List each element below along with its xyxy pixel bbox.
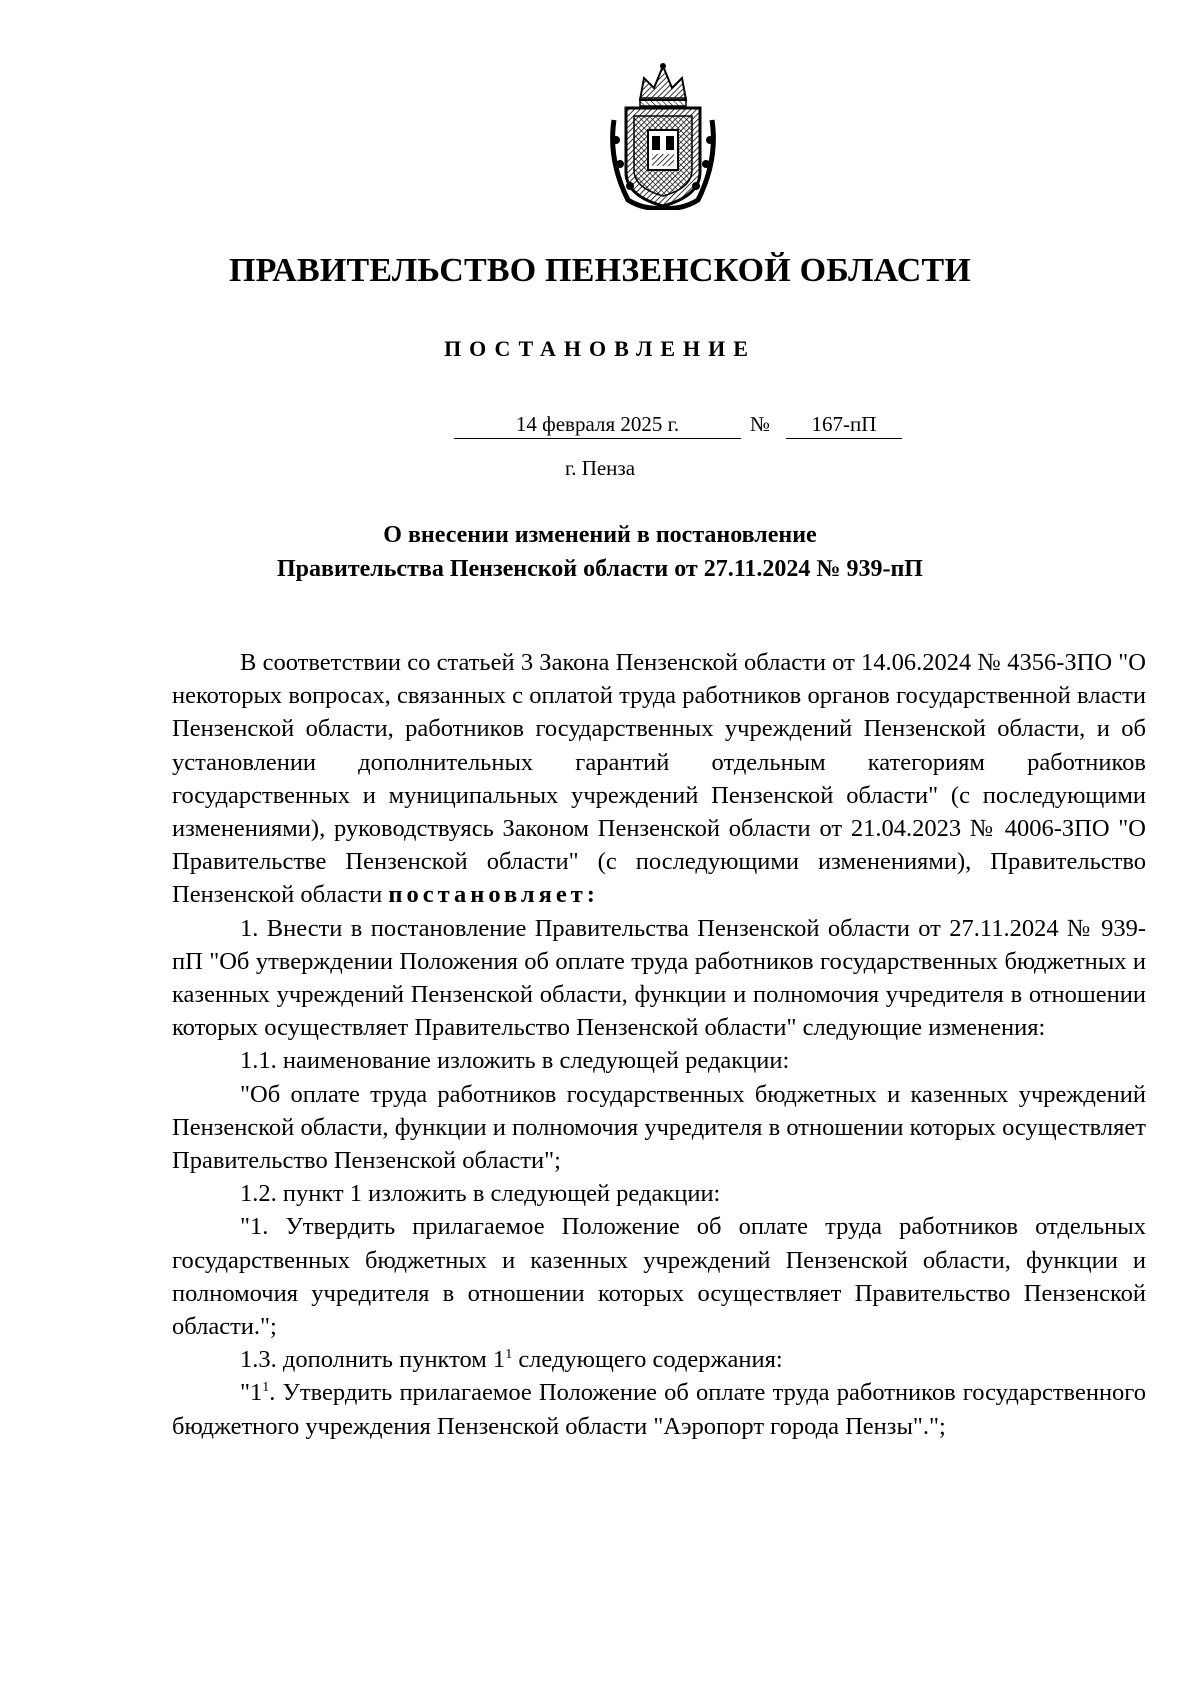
item-1-3-superscript: 1 xyxy=(505,1347,513,1363)
subject-line-2: Правительства Пензенской области от 27.11.2024 № 939-пП xyxy=(277,556,923,582)
item-1-2-paragraph: 1.2. пункт 1 изложить в следующей редакции: xyxy=(240,1180,721,1208)
document-number: 167-пП xyxy=(786,412,902,439)
coat-of-arms-emblem xyxy=(604,60,722,210)
item-1-paragraph: 1. Внести в постановление Правительства Пензенской области от 27.11.2024 № 939-пП "Об утверждении Положения об оплате труда работников государственных бюджетных и казенных учреждений Пензенской области, функции и полномочия учредителя в отношении которых осуществляет Правительство Пензенской области" следующие изменения: xyxy=(172,914,1146,1042)
item-1-3-paragraph xyxy=(172,1343,1146,1376)
document-type-title: ПОСТАНОВЛЕНИЕ xyxy=(444,336,756,361)
number-sign: № xyxy=(750,412,771,436)
item-1-3-quote xyxy=(172,1376,1146,1442)
subject-line-1: О внесении изменений в постановление xyxy=(383,522,817,548)
preamble-paragraph xyxy=(172,646,1146,912)
item-1-1-paragraph: 1.1. наименование изложить в следующей редакции: xyxy=(240,1047,790,1075)
item-1-3-after: следующего содержания: xyxy=(512,1346,783,1374)
item-1-2-quote: "1. Утвердить прилагаемое Положение об оплате труда работников отдельных государственных бюджетных и казенных учреждений Пензенской области, функции и полномочия учредителя в отношении которых осуществляет Правительство Пензенской области."; xyxy=(172,1213,1146,1341)
item-1-1-quote: "Об оплате труда работников государственных бюджетных и казенных учреждений Пензенской области, функции и полномочия учредителя в отношении которых осуществляет Правительство Пензенской области"; xyxy=(172,1080,1146,1175)
city-line: г. Пенза xyxy=(564,456,636,480)
document-subject xyxy=(0,518,1200,586)
item-1-3-before: 1.3. дополнить пунктом 1 xyxy=(240,1346,506,1374)
preamble-text: В соответствии со статьей 3 Закона Пензенской области от 14.06.2024 № 4356-ЗПО "О некоторых вопросах, связанных с оплатой труда работников органов государственной власти Пензенской области, работников государственных учреждений Пензенской области, и об установлении дополнительных гарантий отдельным категориям работников государственных и муниципальных учреждений Пензенской области" (с последующими изменениями), руководствуясь Законом Пензенской области от 21.04.2023 № 4006-ЗПО "О Правительстве Пензенской области" (с последующими изменениями), Правительство Пензенской области xyxy=(172,649,1146,909)
item-1-3-quote-superscript: 1 xyxy=(262,1380,270,1396)
item-1-3-quote-before: "1 xyxy=(240,1379,263,1407)
document-body xyxy=(172,646,1146,1443)
document-date: 14 февраля 2025 г. xyxy=(454,412,741,439)
resolves-word: постановляет: xyxy=(388,881,599,909)
government-title: ПРАВИТЕЛЬСТВО ПЕНЗЕНСКОЙ ОБЛАСТИ xyxy=(228,252,971,289)
item-1-3-quote-after: . Утвердить прилагаемое Положение об оплате труда работников государственного бюджетного учреждения Пензенской области "Аэропорт города Пензы"."; xyxy=(172,1379,1146,1440)
